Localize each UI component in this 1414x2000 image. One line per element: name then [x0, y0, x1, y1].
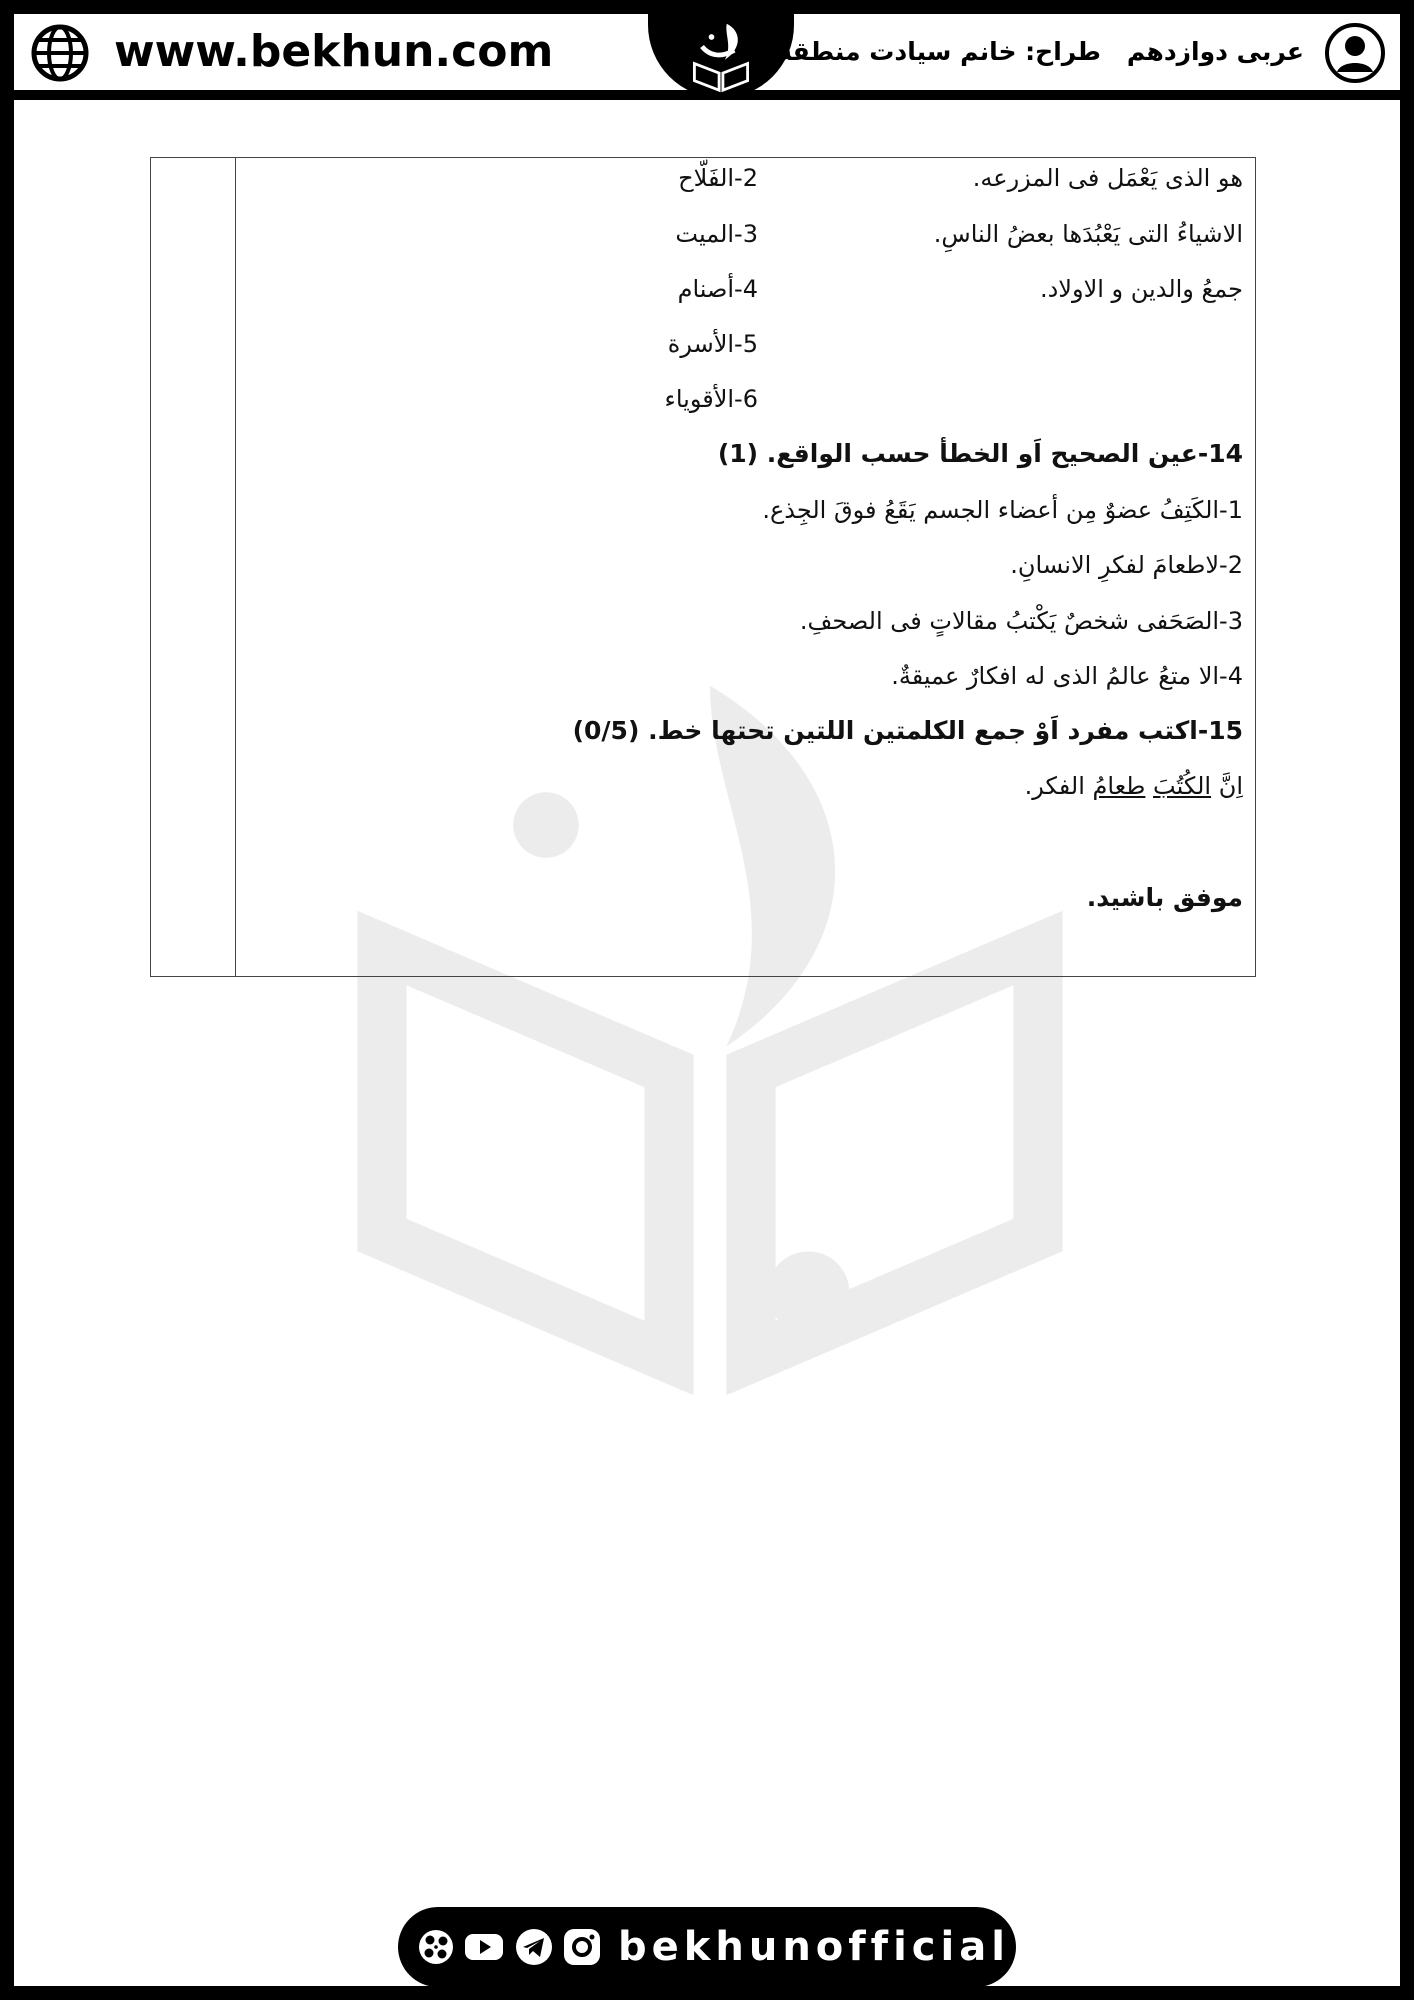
definition-item: الاشیاءُ التی یَعْبُدَها بعضُ الناسِ. [933, 220, 1243, 248]
bekhun-logo [682, 18, 760, 94]
q15-sentence [1025, 766, 1243, 806]
option-item: 6-الأقویاء [664, 385, 758, 413]
option-item: 2-الفَلّاح [678, 164, 758, 192]
q14-statement: 3-الصَحَفی شخصٌ یَکْتبُ مقالاتٍ فی الصحفِ. [799, 607, 1243, 635]
option-item: 4-أصنام [677, 275, 758, 303]
footer-social-bar [398, 1907, 1016, 1987]
question-14-title: 14-عین الصحیح اَو الخطأ حسب الواقع. (1) [717, 439, 1243, 468]
designer-credit: طراح: خانم سیادت منطقه ۸ [753, 37, 1101, 66]
globe-icon [30, 23, 90, 83]
header-bar [14, 14, 1400, 100]
sentence-text: اِنَّ [1211, 772, 1243, 800]
subject-title: عربی دوازدهم [1126, 37, 1304, 66]
q14-statement: 1-الکَتِفُ عضوٌ مِن أعضاء الجسم یَقَعُ فوقَ الجِذع. [762, 496, 1243, 524]
youtube-icon[interactable] [464, 1927, 504, 1967]
option-item: 5-الأسرة [667, 330, 758, 358]
aparat-icon[interactable] [416, 1927, 456, 1967]
telegram-icon[interactable] [514, 1927, 554, 1967]
user-icon [1324, 22, 1386, 84]
question-15-title: 15-اکتب مفرد اَوْ جمع الکلمتین اللتین تحتها خط. (0/5) [572, 716, 1243, 745]
question-table [150, 157, 1256, 977]
q14-statement: 4-الا متعُ عالمُ الذی له افکارٌ عمیقةٌ. [891, 662, 1243, 690]
sentence-text: الفکر. [1024, 772, 1093, 800]
definition-item: هو الذی یَعْمَل فی المزرعه. [972, 164, 1243, 192]
closing-message: موفق باشید. [1086, 883, 1243, 912]
social-handle[interactable]: bekhunofficial [618, 1924, 1010, 1970]
question-content [237, 158, 1243, 976]
header-info [753, 14, 1304, 90]
underlined-word: طعامُ [1092, 772, 1146, 800]
q14-statement: 2-لاطعامَ لفکرِ الانسانِ. [1010, 551, 1243, 579]
sentence-text [1145, 772, 1153, 800]
underlined-word: الکُتُبَ [1153, 772, 1212, 800]
site-url[interactable]: www.bekhun.com [114, 26, 554, 77]
option-item: 3-المیت [675, 220, 758, 248]
score-column-divider [235, 158, 236, 976]
instagram-icon[interactable] [562, 1927, 602, 1967]
definition-item: جمعُ والدین و الاولاد. [1039, 275, 1243, 303]
